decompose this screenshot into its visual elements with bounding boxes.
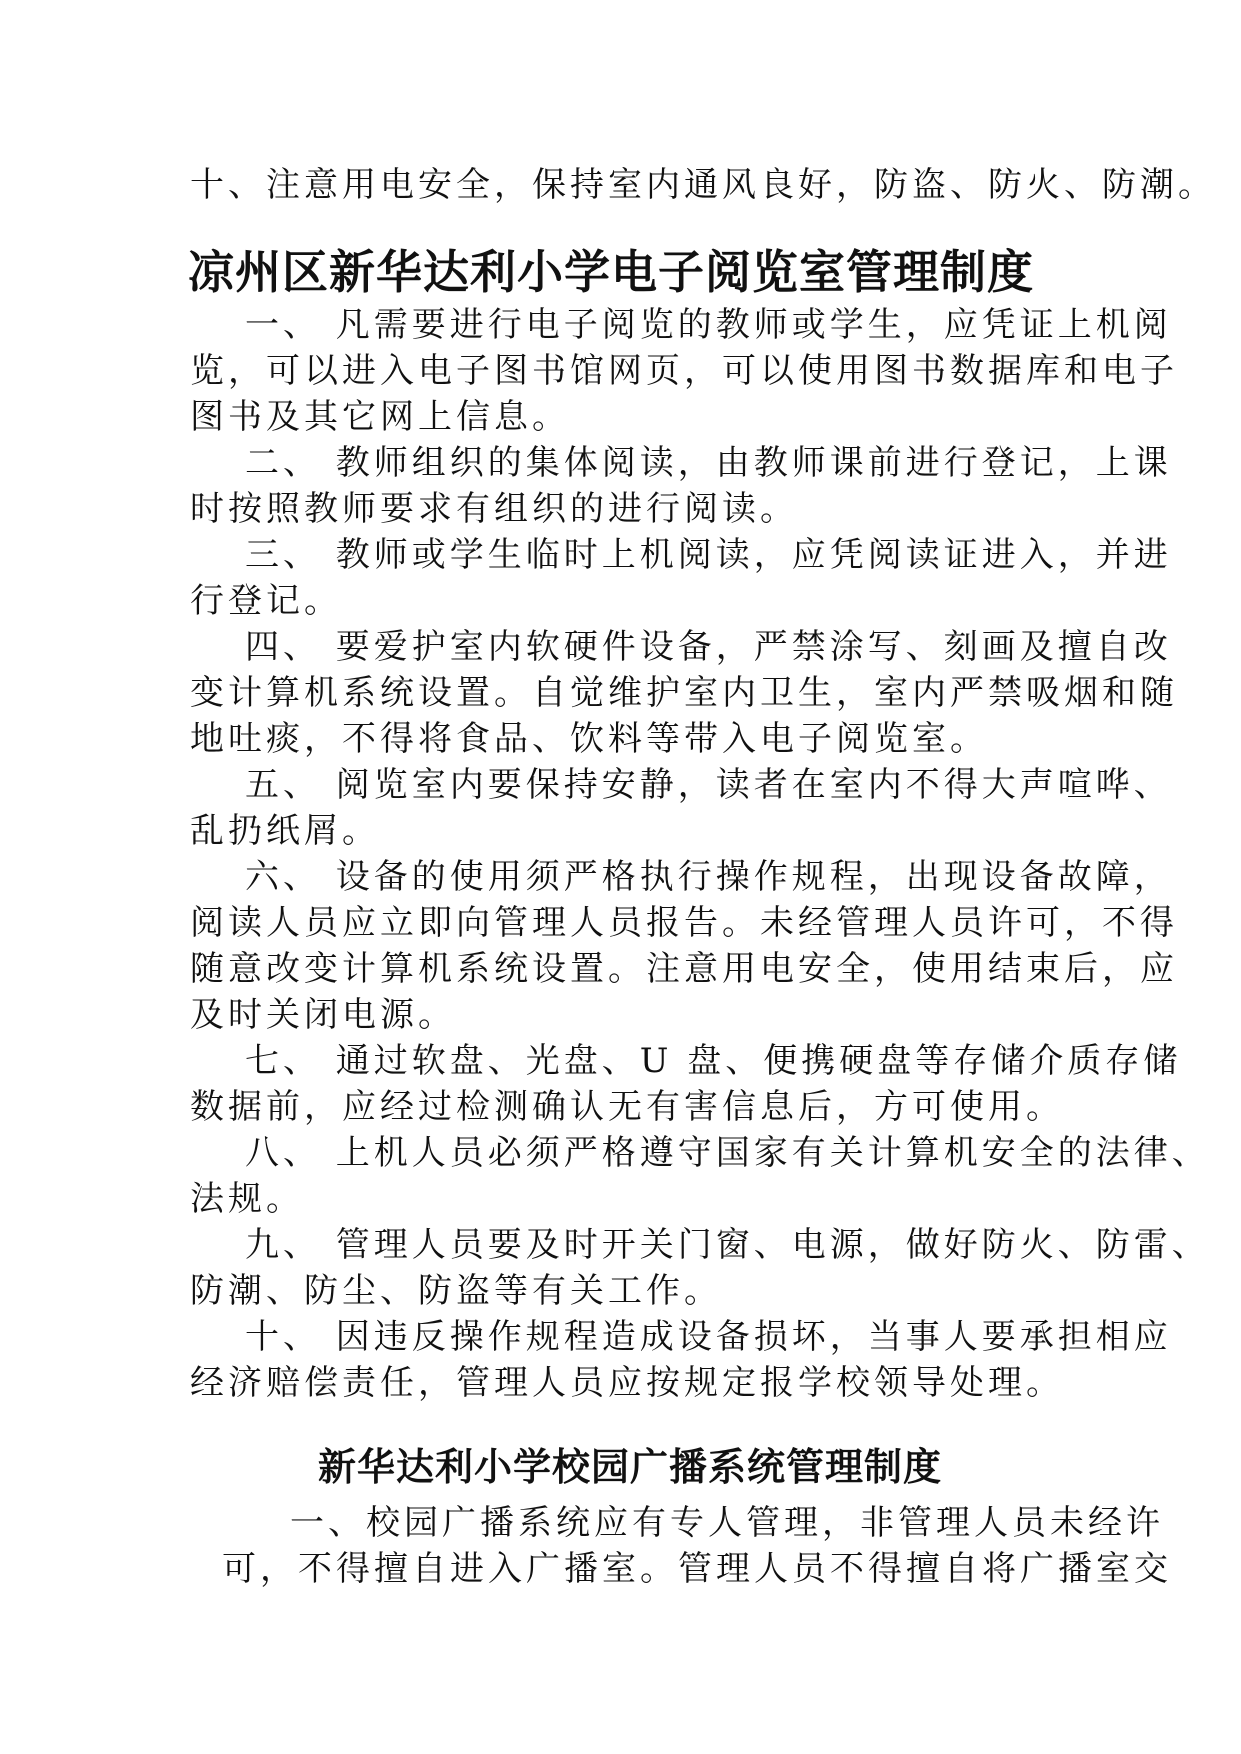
rule-line: 九、 管理人员要及时开关门窗、电源，做好防火、防雷、 xyxy=(245,1225,1210,1265)
rule-line: 四、 要爱护室内软硬件设备，严禁涂写、刻画及擅自改 xyxy=(245,627,1172,667)
rule-line: 经济赔偿责任，管理人员应按规定报学校领导处理。 xyxy=(190,1363,1064,1403)
rule-line: 乱扔纸屑。 xyxy=(190,811,380,851)
rule-line: 地吐痰，不得将食品、饮料等带入电子阅览室。 xyxy=(190,719,988,759)
rule-item-10-safety: 十、注意用电安全，保持室内通风良好，防盗、防火、防潮。 xyxy=(190,165,1216,205)
rule-line: 可，不得擅自进入广播室。管理人员不得擅自将广播室交 xyxy=(222,1549,1172,1589)
rule-line: 三、 教师或学生临时上机阅读，应凭阅读证进入，并进 xyxy=(245,535,1172,575)
rule-line: 数据前，应经过检测确认无有害信息后，方可使用。 xyxy=(190,1087,1064,1127)
rule-line: 八、 上机人员必须严格遵守国家有关计算机安全的法律、 xyxy=(245,1133,1210,1173)
rule-line: 图书及其它网上信息。 xyxy=(190,397,570,437)
rule-line: 及时关闭电源。 xyxy=(190,995,456,1035)
rule-line: 二、 教师组织的集体阅读，由教师课前进行登记，上课 xyxy=(245,443,1172,483)
rule-line: 时按照教师要求有组织的进行阅读。 xyxy=(190,489,798,529)
rule-line: 六、 设备的使用须严格执行操作规程，出现设备故障， xyxy=(245,857,1172,897)
rule-line: 七、 通过软盘、光盘、U 盘、便携硬盘等存储介质存储 xyxy=(245,1041,1182,1081)
rule-line: 览，可以进入电子图书馆网页，可以使用图书数据库和电子 xyxy=(190,351,1178,391)
rule-line: 五、 阅览室内要保持安静，读者在室内不得大声喧哗、 xyxy=(245,765,1172,805)
rule-line: 一、校园广播系统应有专人管理，非管理人员未经许 xyxy=(290,1503,1164,1543)
section-title-e-reading-room: 凉州区新华达利小学电子阅览室管理制度 xyxy=(188,245,1034,299)
section-title-broadcast-system: 新华达利小学校园广播系统管理制度 xyxy=(318,1445,943,1489)
rule-line: 阅读人员应立即向管理人员报告。未经管理人员许可，不得 xyxy=(190,903,1178,943)
rule-line: 行登记。 xyxy=(190,581,342,621)
rule-line: 变计算机系统设置。自觉维护室内卫生，室内严禁吸烟和随 xyxy=(190,673,1178,713)
rule-line: 十、 因违反操作规程造成设备损坏，当事人要承担相应 xyxy=(245,1317,1172,1357)
rule-line: 随意改变计算机系统设置。注意用电安全，使用结束后，应 xyxy=(190,949,1178,989)
rule-line: 一、 凡需要进行电子阅览的教师或学生，应凭证上机阅 xyxy=(245,305,1172,345)
rule-line: 防潮、防尘、防盗等有关工作。 xyxy=(190,1271,722,1311)
rule-line: 法规。 xyxy=(190,1179,304,1219)
